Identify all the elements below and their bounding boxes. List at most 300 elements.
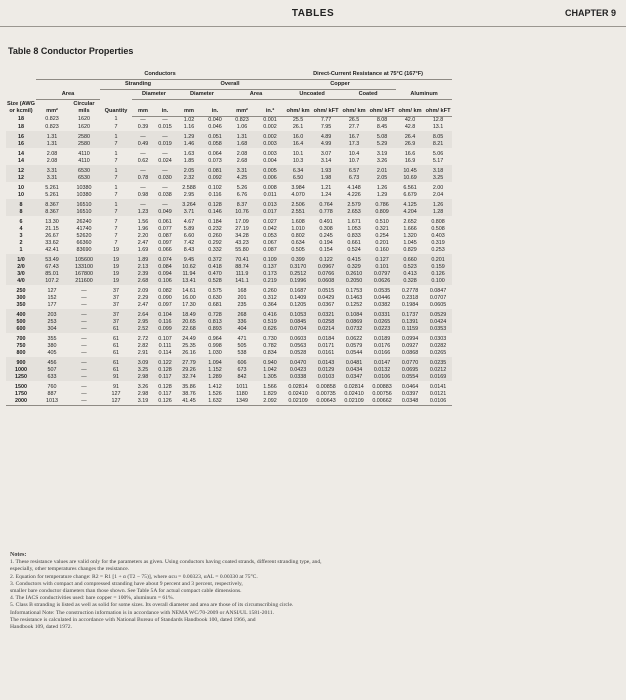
table-cell: 42.41 (45, 246, 59, 253)
table-cell: 1.98 (312, 175, 340, 182)
table-cell: 0.2512 (284, 271, 312, 278)
table-cell: 21.15 (45, 225, 59, 232)
table-cell: 26.67 (45, 232, 59, 239)
table-row (6, 254, 620, 264)
cell-size: 14 (18, 157, 24, 164)
table-cell: 2.05 (176, 165, 202, 175)
table-cell: 26.4 (396, 131, 424, 141)
table-cell: 0.02410 (344, 390, 364, 397)
table-cell: 141.1 (228, 278, 256, 285)
table-cell: 0.004 (263, 157, 277, 164)
table-cell: 1.526 (208, 390, 222, 397)
table-cell: 0.0994 (401, 335, 419, 342)
table-cell: 168 (237, 287, 247, 294)
cell-size: 800 (16, 349, 26, 356)
cell-size: 500 (6, 319, 36, 326)
table-cell: 0.1984 (401, 301, 419, 308)
table-cell: 7 (100, 141, 132, 148)
table-cell: 0.107 (158, 335, 172, 342)
table-cell: 152 (47, 294, 57, 301)
table-cell: 0.109 (256, 254, 284, 264)
table-cell: 1.96 (137, 225, 149, 232)
table-cell: 1.566 (263, 383, 277, 390)
table-cell: 2.00 (432, 184, 444, 191)
table-cell: 0.128 (154, 367, 176, 374)
table-cell: 2580 (68, 141, 100, 148)
table-cell: 0.319 (431, 239, 445, 246)
table-cell: 0.0265 (368, 319, 396, 326)
table-cell: 1180 (236, 390, 248, 397)
table-cell: 0.027 (263, 218, 277, 225)
table-cell: 2.95 (183, 191, 195, 198)
table-row (6, 391, 620, 398)
table-cell: 0.126 (154, 398, 176, 406)
table-cell: 4.204 (396, 209, 424, 216)
table-cell: 0.122 (312, 254, 340, 264)
note-line: 2. Equation for temperature change: R2 = R1 [1 + α (T2 − 75)], where αcu = 0.00323, αAL = 0.00330 at 75°C. (10, 573, 258, 580)
table-cell: 0.0695 (396, 367, 424, 374)
table-cell: 3.07 (320, 150, 332, 157)
table-cell: 0.0626 (368, 278, 396, 285)
table-cell: 6.57 (340, 165, 368, 175)
table-row (6, 295, 620, 302)
table-cell: 0.0579 (345, 342, 363, 349)
table-cell: 0.2610 (340, 271, 368, 278)
table-cell: 61 (113, 342, 119, 349)
table-cell: 0.364 (263, 301, 277, 308)
table-cell: 0.62 (137, 157, 149, 164)
table-cell: 70.41 (228, 254, 256, 264)
table-cell: 0.253 (431, 246, 445, 253)
cell-size: 900 (6, 357, 36, 367)
table-cell: 2.08 (236, 150, 248, 157)
cell-size: 1500 (15, 383, 27, 390)
table-cell: — (81, 294, 87, 301)
table-cell: 380 (47, 342, 57, 349)
table-cell: 37 (100, 309, 132, 319)
table-cell: 606 (228, 357, 256, 367)
table-cell: 2.579 (340, 199, 368, 209)
table-cell: 0.0338 (284, 374, 312, 381)
table-cell: 0.00735 (316, 390, 336, 397)
table-cell: 0.003 (263, 150, 277, 157)
table-row (6, 333, 620, 343)
table-cell: 0.0423 (284, 367, 312, 374)
table-cell: 2.64 (132, 309, 154, 319)
table-cell: 0.0106 (424, 398, 452, 406)
table-cell: 24.49 (182, 335, 196, 342)
table-cell: 1.93 (312, 165, 340, 175)
table-cell: 0.470 (202, 271, 228, 278)
table-cell: 2.01 (368, 165, 396, 175)
table-cell: — (154, 165, 176, 175)
table-cell: — (140, 184, 146, 191)
table-cell: 0.074 (154, 254, 176, 264)
table-cell: 0.084 (154, 264, 176, 271)
table-cell: 0.834 (263, 349, 277, 356)
table-cell: — (132, 199, 154, 209)
table-row (6, 192, 620, 199)
cell-size: 2/0 (6, 264, 36, 271)
table-cell: 336 (228, 319, 256, 326)
table-cell: 0.090 (158, 294, 172, 301)
table-cell: 127 (47, 287, 57, 294)
table-cell: 10.3 (292, 157, 304, 164)
table-cell: 0.0106 (368, 374, 396, 381)
table-cell: 7 (114, 157, 118, 164)
table-cell: 1013 (36, 398, 68, 406)
table-cell: 0.1753 (345, 287, 363, 294)
table-cell: 0.312 (263, 294, 277, 301)
table-cell: 0.823 (235, 116, 249, 123)
table-cell: 22.68 (176, 326, 202, 333)
table-cell: 0.0845 (284, 319, 312, 326)
table-cell: 0.116 (208, 191, 222, 198)
table-header (6, 70, 620, 116)
note-line: The resistance is calculated in accordance with National Bureau of Standards Handbook 100, dated 1966, and (10, 616, 256, 623)
cell-size: 350 (16, 301, 26, 308)
table-cell: 0.802 (291, 232, 305, 239)
table-cell: 0.0397 (401, 390, 419, 397)
table-cell: 4.67 (183, 218, 195, 225)
table-cell: 8.45 (376, 123, 388, 130)
table-cell: 0.030 (154, 175, 176, 182)
table-row (6, 148, 620, 158)
table-cell: 633 (36, 374, 68, 381)
table-cell: 0.3170 (284, 264, 312, 271)
table-notes (10, 552, 610, 631)
table-cell: 760 (47, 383, 57, 390)
table-cell: 0.0732 (340, 326, 368, 333)
table-cell: 26.1 (292, 123, 304, 130)
table-cell: 32.74 (176, 374, 202, 381)
unit-uncoated-ohm-kft: ohm/ kFT (312, 103, 340, 116)
table-cell: — (68, 319, 100, 326)
table-cell: 2.47 (137, 301, 149, 308)
unit-strand-mm: mm (132, 103, 154, 116)
table-cell: 0.0166 (373, 349, 391, 356)
table-cell: 0.049 (154, 209, 176, 216)
table-cell: 0.011 (263, 191, 277, 198)
table-cell: 0.097 (158, 301, 172, 308)
table-cell: — (81, 349, 87, 356)
table-cell: 0.1205 (289, 301, 307, 308)
table-cell: 0.005 (256, 165, 284, 175)
table-cell: 0.510 (375, 218, 389, 225)
table-cell: 6.76 (236, 191, 248, 198)
table-cell: 5.17 (432, 157, 444, 164)
table-cell: 61 (100, 326, 132, 333)
table-cell: 6530 (68, 175, 100, 182)
table-cell: 0.0353 (424, 326, 452, 333)
table-cell: 7.77 (320, 116, 332, 123)
table-cell: 2.68 (132, 278, 154, 285)
table-cell: 10380 (76, 184, 92, 191)
table-cell: 0.046 (208, 123, 222, 130)
table-row (6, 158, 620, 165)
table-cell: 0.2318 (401, 294, 419, 301)
table-cell: 19 (100, 278, 132, 285)
table-cell: 167800 (68, 271, 100, 278)
table-cell: 0.017 (256, 209, 284, 216)
table-cell: 253 (36, 319, 68, 326)
table-cell: 1.094 (202, 357, 228, 367)
table-cell: 0.042 (263, 225, 277, 232)
table-cell: 0.066 (158, 246, 172, 253)
table-cell: 7 (100, 209, 132, 216)
table-cell: 0.0121 (429, 390, 447, 397)
table-cell: 0.0603 (289, 335, 307, 342)
table-cell: 0.0161 (317, 349, 335, 356)
table-cell: 2.08 (46, 157, 58, 164)
header-circular-mils: Circular mils (73, 101, 95, 114)
table-cell: 2.52 (132, 326, 154, 333)
table-cell: 0.02410 (288, 390, 308, 397)
table-cell: 0.0321 (312, 309, 340, 319)
table-cell: 0.403 (431, 232, 445, 239)
table-cell: 2.551 (284, 209, 312, 216)
table-cell: 0.1996 (284, 278, 312, 285)
table-cell: 0.0143 (312, 357, 340, 367)
table-cell: 8.37 (228, 199, 256, 209)
table-cell: 1.21 (320, 184, 332, 191)
table-cell: 5.261 (45, 191, 59, 198)
cell-size: 700 (16, 335, 26, 342)
table-cell: — (154, 199, 176, 209)
table-cell: 0.008 (263, 184, 277, 191)
table-cell: 0.1391 (396, 319, 424, 326)
table-row (6, 302, 620, 309)
table-cell: 0.0282 (429, 342, 447, 349)
table-cell: 0.232 (208, 225, 222, 232)
table-cell: 2.588 (182, 184, 196, 191)
table-cell: 2.68 (236, 157, 248, 164)
table-cell: 0.0481 (340, 357, 368, 367)
table-cell: 6.60 (183, 232, 195, 239)
table-cell: 235 (237, 301, 247, 308)
table-cell: — (68, 374, 100, 381)
table-cell: 0.78 (132, 175, 154, 182)
cell-size: 750 (16, 342, 26, 349)
table-cell: 0.094 (154, 271, 176, 278)
table-cell: 0.184 (208, 218, 222, 225)
table-cell: 1.608 (291, 218, 305, 225)
table-cell: — (140, 150, 146, 157)
table-row (6, 278, 620, 285)
table-cell: 0.0169 (424, 374, 452, 381)
table-cell: 2.95 (132, 319, 154, 326)
table-cell: 507 (36, 367, 68, 374)
table-cell: 9.45 (176, 254, 202, 264)
cell-size: 12 (6, 175, 36, 182)
table-cell: 6.561 (403, 184, 417, 191)
cell-size: 3 (19, 232, 23, 239)
table-cell: 67.43 (36, 264, 68, 271)
table-cell: 13.41 (176, 278, 202, 285)
table-row (6, 233, 620, 240)
table-row (6, 285, 620, 295)
table-cell: 0.099 (154, 326, 176, 333)
table-cell: — (81, 287, 87, 294)
table-cell: 41740 (76, 225, 92, 232)
header-area: Area (36, 90, 100, 100)
table-cell: 16.4 (284, 141, 312, 148)
table-cell: 111.9 (228, 271, 256, 278)
table-cell: 0.002 (256, 131, 284, 141)
table-cell: 0.0212 (424, 367, 452, 374)
table-cell: 0.0868 (401, 349, 419, 356)
table-cell: 1.042 (256, 367, 284, 374)
table-cell: 0.728 (202, 309, 228, 319)
table-row (6, 319, 620, 326)
table-cell: 10.76 (228, 209, 256, 216)
table-cell: — (81, 335, 87, 342)
table-cell: 0.101 (368, 264, 396, 271)
table-cell: 0.128 (158, 383, 172, 390)
cell-size: 18 (18, 123, 24, 130)
note-line: especially, other temperatures changes the resistance. (10, 566, 130, 573)
table-row (6, 271, 620, 278)
table-cell: 0.39 (137, 123, 149, 130)
table-cell: 13.1 (432, 123, 444, 130)
unit-overall-mm2: mm² (228, 103, 256, 116)
cell-size: 1000 (6, 367, 36, 374)
table-cell: 107.2 (36, 278, 68, 285)
table-cell: — (162, 184, 168, 191)
table-cell: 355 (47, 335, 57, 342)
table-cell: 19 (100, 264, 132, 271)
table-cell: 42.0 (404, 116, 416, 123)
table-row (6, 343, 620, 350)
table-cell: 0.117 (158, 390, 172, 397)
table-cell: 0.0129 (312, 367, 340, 374)
table-cell: 1.16 (183, 123, 195, 130)
table-cell: 0.003 (256, 141, 284, 148)
cell-size: 1750 (15, 390, 27, 397)
table-cell: 0.013 (256, 199, 284, 209)
table-cell: 0.0265 (429, 349, 447, 356)
table-cell: 61 (100, 367, 132, 374)
table-title: Table 8 Conductor Properties (8, 46, 134, 56)
table-cell: 1.02 (183, 116, 195, 123)
table-cell: 3.25 (132, 367, 154, 374)
table-cell: 14.61 (182, 287, 196, 294)
table-cell: 61 (113, 335, 119, 342)
table-cell: 1620 (78, 123, 90, 130)
table-cell: 19 (100, 271, 132, 278)
table-cell: 4.25 (228, 175, 256, 182)
running-header (0, 0, 626, 27)
table-cell: 0.823 (45, 116, 59, 123)
table-cell: 88.74 (228, 264, 256, 271)
table-cell: 37 (113, 287, 119, 294)
table-cell: 37 (113, 294, 119, 301)
table-cell: 7 (114, 218, 118, 225)
table-cell: 0.523 (396, 264, 424, 271)
table-cell: 0.0766 (312, 271, 340, 278)
table-cell: 1 (114, 116, 118, 123)
unit-coated-ohm-kft: ohm/ kFT (368, 103, 396, 116)
table-cell: 1.29 (176, 131, 202, 141)
conductor-properties-table (6, 70, 620, 406)
table-cell: 11.94 (176, 271, 202, 278)
table-cell: 0.332 (208, 246, 222, 253)
table-cell: 0.833 (347, 232, 361, 239)
table-cell: 0.077 (158, 225, 172, 232)
table-cell: — (162, 150, 168, 157)
table-cell: 0.061 (158, 218, 172, 225)
table-cell: 304 (36, 326, 68, 333)
table-cell: 3.26 (376, 157, 388, 164)
table-cell: 37 (113, 301, 119, 308)
table-cell: 471 (237, 335, 247, 342)
table-cell: 6.34 (284, 165, 312, 175)
table-cell: 0.128 (202, 199, 228, 209)
header-overall-diameter: Diameter (176, 90, 228, 100)
table-cell: 0.1409 (289, 294, 307, 301)
unit-strand-in: in. (154, 103, 176, 116)
header-dc-resistance: Direct-Current Resistance at 75°C (167°F) (284, 70, 452, 80)
table-cell: 0.528 (202, 278, 228, 285)
table-cell: 0.087 (158, 232, 172, 239)
unit-aluminum-ohm-kft: ohm/ kFT (424, 103, 452, 116)
table-cell: 0.092 (202, 175, 228, 182)
header-size: Size (AWG or kcmil) (7, 101, 35, 114)
cell-size: 300 (16, 294, 26, 301)
table-cell: 105600 (68, 254, 100, 264)
table-cell: 0.00643 (312, 398, 340, 406)
table-cell: 34.28 (235, 232, 249, 239)
cell-size: 1250 (6, 374, 36, 381)
table-cell: 37 (100, 319, 132, 326)
table-row (6, 326, 620, 333)
table-cell: 0.0258 (312, 319, 340, 326)
table-cell: 1.320 (403, 232, 417, 239)
table-cell: 0.491 (319, 218, 333, 225)
table-cell: 1.31 (36, 141, 68, 148)
table-cell: 2.092 (256, 398, 284, 406)
table-cell: 0.1159 (396, 326, 424, 333)
table-cell: 0.00883 (372, 383, 392, 390)
table-cell: 1.045 (403, 239, 417, 246)
table-cell: — (132, 131, 154, 141)
table-cell: 27.7 (348, 123, 360, 130)
table-cell: 61 (100, 357, 132, 367)
table-cell: 0.0223 (368, 326, 396, 333)
table-row (6, 240, 620, 247)
table-cell: 7.95 (320, 123, 332, 130)
table-cell: 5.06 (432, 150, 444, 157)
table-cell: 0.1252 (345, 301, 363, 308)
table-cell: 0.730 (263, 335, 277, 342)
table-cell: 1.85 (183, 157, 195, 164)
table-cell: 127 (111, 390, 121, 397)
table-cell: 0.0429 (317, 294, 335, 301)
table-cell: 0.127 (368, 254, 396, 264)
cell-size: 16 (6, 141, 36, 148)
table-cell: 0.0967 (312, 264, 340, 271)
table-cell: 0.634 (291, 239, 305, 246)
table-cell: 5.08 (368, 131, 396, 141)
table-cell: 0.764 (312, 199, 340, 209)
table-cell: 0.399 (284, 254, 312, 264)
table-cell: 0.660 (396, 254, 424, 264)
table-cell: 7 (114, 191, 118, 198)
table-cell: 6.73 (340, 175, 368, 182)
table-cell: 4.148 (347, 184, 361, 191)
table-cell: 0.102 (208, 184, 222, 191)
table-cell: 3.19 (376, 150, 388, 157)
